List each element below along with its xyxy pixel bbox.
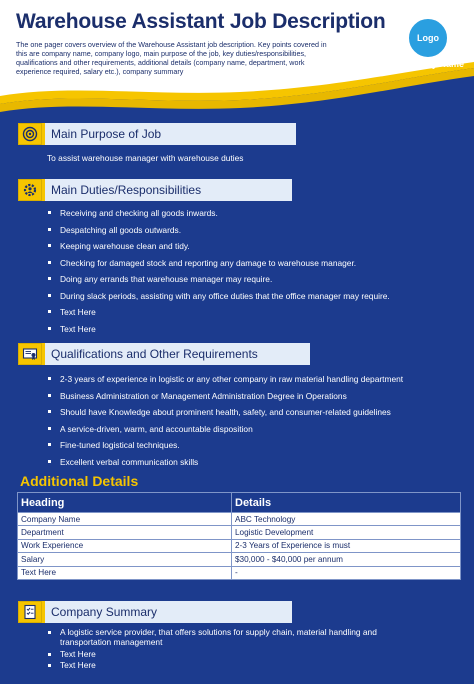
section-qualifications (18, 343, 310, 365)
list-item: A service-driven, warm, and accountable disposition (47, 423, 403, 440)
section-company-summary (18, 601, 292, 623)
list-item: Keeping warehouse clean and tidy. (47, 240, 390, 257)
summary-list (47, 627, 427, 671)
table-cell: Company Name (18, 513, 232, 526)
additional-details-heading: Additional Details (20, 473, 139, 489)
certificate-icon (18, 343, 42, 365)
list-item: Text Here (47, 323, 390, 340)
table-row (18, 539, 461, 552)
list-item: Should have Knowledge about prominent health, safety, and consumer-related guidelines (47, 406, 403, 423)
gear-person-icon (18, 179, 42, 201)
list-item: 2-3 years of experience in logistic or any other company in raw material handling department (47, 373, 403, 390)
main-purpose-text: To assist warehouse manager with warehouse duties (47, 153, 244, 163)
list-item: A logistic service provider, that offers solutions for supply chain, material handling and transportation management (47, 627, 427, 647)
additional-details-table (17, 492, 461, 580)
table-cell: - (232, 566, 461, 579)
duties-list (47, 207, 390, 339)
company-logo (406, 16, 450, 60)
table-row (18, 513, 461, 526)
table-cell: 2-3 Years of Experience is must (232, 539, 461, 552)
table-cell: Department (18, 526, 232, 539)
list-item: Despatching all goods outwards. (47, 224, 390, 241)
list-item: Doing any errands that warehouse manager may require. (47, 273, 390, 290)
section-heading: Qualifications and Other Requirements (42, 343, 310, 365)
section-heading: Company Summary (42, 601, 292, 623)
table-cell: Logistic Development (232, 526, 461, 539)
table-row (18, 526, 461, 539)
checklist-icon (18, 601, 42, 623)
intro-text: The one pager covers overview of the Warehouse Assistant job description. Key points covered in this are company name, company logo, main purpose of the job, key duties/responsibilities, qualifications and other requirements, additional details (company name, department, work experience required, salary etc.), company summary (16, 40, 327, 76)
table-cell: Salary (18, 553, 232, 566)
column-header: Details (232, 493, 461, 513)
section-duties (18, 179, 292, 201)
company-name-label: Company Name (395, 59, 465, 69)
list-item: Text Here (47, 660, 427, 671)
table-cell: $30,000 - $40,000 per annum (232, 553, 461, 566)
list-item: Excellent verbal communication skills (47, 456, 403, 473)
list-item: Business Administration or Management Administration Degree in Operations (47, 390, 403, 407)
list-item: Text Here (47, 649, 427, 660)
list-item: During slack periods, assisting with any office duties that the office manager may require. (47, 290, 390, 307)
table-header-row (18, 493, 461, 513)
table-cell: ABC Technology (232, 513, 461, 526)
list-item: Text Here (47, 306, 390, 323)
list-item: Fine-tuned logistical techniques. (47, 439, 403, 456)
section-heading: Main Duties/Responsibilities (42, 179, 292, 201)
section-main-purpose (18, 123, 296, 145)
page-title: Warehouse Assistant Job Description (16, 10, 386, 33)
list-item: Receiving and checking all goods inwards. (47, 207, 390, 224)
logo-label: Logo (417, 33, 439, 43)
table-row (18, 553, 461, 566)
list-item: Checking for damaged stock and reporting any damage to warehouse manager. (47, 257, 390, 274)
table-cell: Text Here (18, 566, 232, 579)
column-header: Heading (18, 493, 232, 513)
qualifications-list (47, 373, 403, 472)
section-heading: Main Purpose of Job (42, 123, 296, 145)
table-row (18, 566, 461, 579)
header (0, 0, 474, 128)
table-cell: Work Experience (18, 539, 232, 552)
target-icon (18, 123, 42, 145)
